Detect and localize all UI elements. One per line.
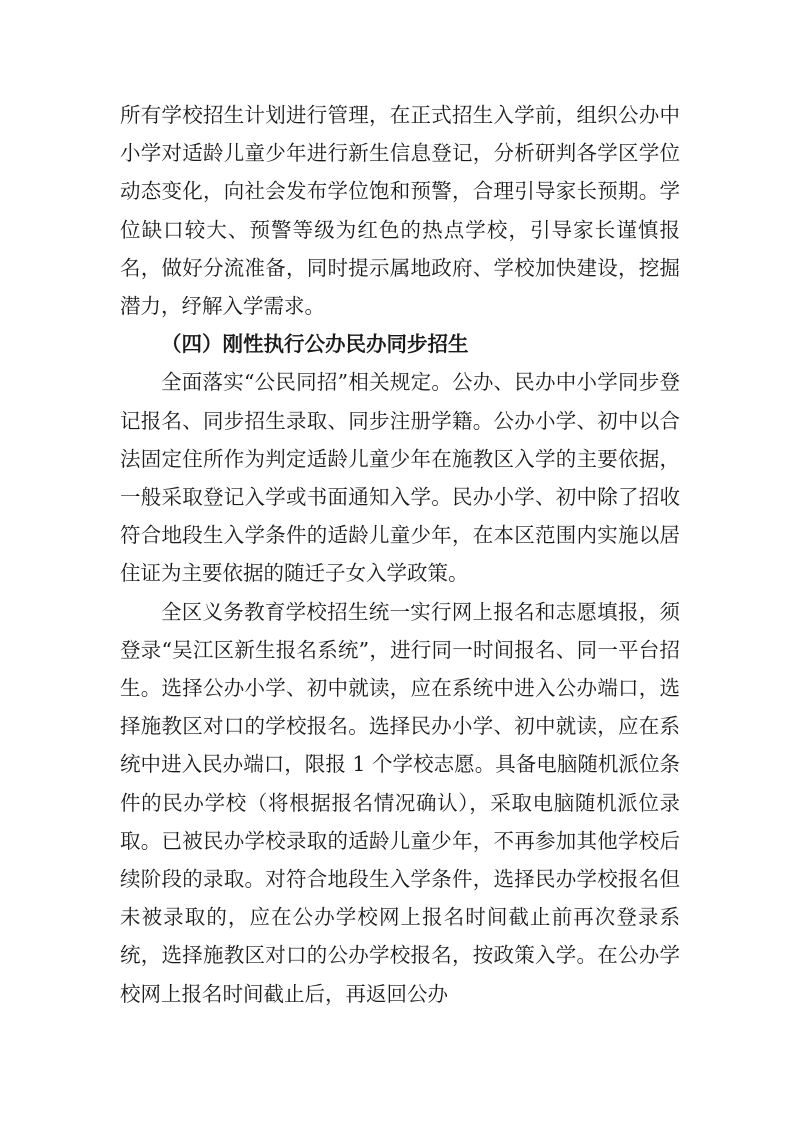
- document-body: [120, 96, 680, 1013]
- paragraph-public-private-enrollment: 全面落实“公民同招”相关规定。公办、民办中小学同步登记报名、同步招生录取、同步注册学籍。公办小学、初中以合法固定住所作为判定适龄儿童少年在施教区入学的主要依据，一般采取登记入学或书面通知入学。民办小学、初中除了招收符合地段生入学条件的适龄儿童少年，在本区范围内实施以居住证为主要依据的随迁子女入学政策。: [120, 370, 680, 586]
- paragraph-online-registration: 全区义务教育学校招生统一实行网上报名和志愿填报，须登录“吴江区新生报名系统”，进行同一时间报名、同一平台招生。选择公办小学、初中就读，应在系统中进入公办端口，选择施教区对口的学校报名。选择民办小学、初中就读，应在系统中进入民办端口，限报 1 个学校志愿。具备电脑随机派位条件的民办学校（将根据报名情况确认），采取电脑随机派位录取。已被民办学校录取的适龄儿童少年，不再参加其他学校后续阶段的录取。对符合地段生入学条件，选择民办学校报名但未被录取的，应在公办学校网上报名时间截止前再次登录系统，选择施教区对口的公办学校报名，按政策入学。在公办学校网上报名时间截止后，再返回公办: [120, 599, 680, 1006]
- section-heading: （四）刚性执行公办民办同步招生: [161, 332, 469, 357]
- paragraph-continuation: 所有学校招生计划进行管理，在正式招生入学前，组织公办中小学对适龄儿童少年进行新生信息登记，分析研判各学区学位动态变化，向社会发布学位饱和预警，合理引导家长预期。学位缺口较大、预警等级为红色的热点学校，引导家长谨慎报名，做好分流准备，同时提示属地政府、学校加快建设，挖掘潜力，纾解入学需求。: [120, 103, 680, 319]
